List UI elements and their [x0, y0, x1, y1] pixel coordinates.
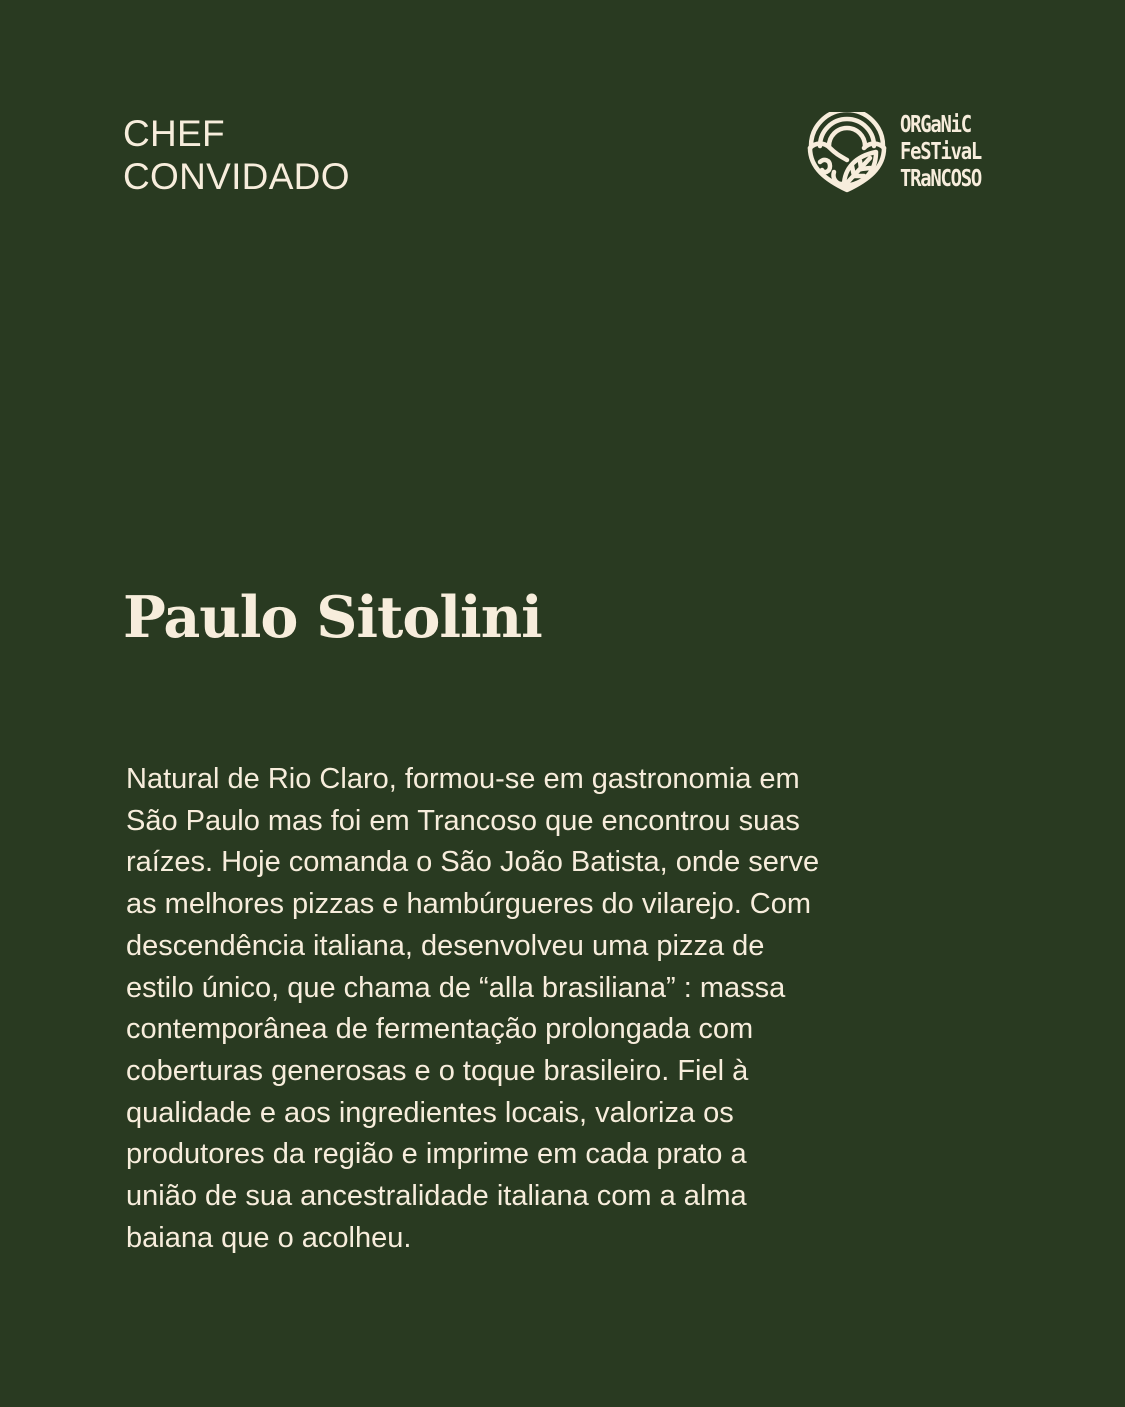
bio-line: coberturas generosas e o toque brasileiro. Fiel à [126, 1054, 749, 1087]
bio-line: contemporânea de fermentação prolongada com [126, 1013, 754, 1046]
eyebrow-line-2: CONVIDADO [123, 156, 350, 197]
sun-heart-leaf-logo-icon [806, 112, 888, 194]
bio-line: as melhores pizzas e hambúrgueres do vilarejo. Com [126, 888, 812, 921]
bio-line: Natural de Rio Claro, formou-se em gastronomia em [126, 763, 800, 795]
logo-text-organic: ORGaNiC [900, 112, 971, 138]
logo-text-festival: FeSTivaL [900, 139, 982, 165]
organic-festival-logo [806, 110, 1006, 198]
bio-line: união de sua ancestralidade italiana com a alma [126, 1180, 747, 1213]
bio-line: produtores da região e imprime em cada prato a [126, 1138, 747, 1171]
bio-line: estilo único, que chama de “alla brasiliana” : massa [126, 971, 786, 1004]
bio-line: qualidade e aos ingredientes locais, valoriza os [126, 1096, 734, 1129]
bio-line: descendência italiana, desenvolveu uma pizza de [126, 929, 765, 962]
bio-line: São Paulo mas foi em Trancoso que encontrou suas [126, 804, 800, 837]
eyebrow-line-1: CHEF [123, 113, 225, 154]
bio-line: baiana que o acolheu. [126, 1221, 412, 1254]
chef-name-heading: Paulo Sitolini [123, 584, 542, 651]
logo-wordmark [900, 112, 1010, 193]
logo-text-trancoso: TRaNCOSO [900, 166, 982, 192]
chef-bio [126, 759, 916, 1259]
bio-line: raízes. Hoje comanda o São João Batista, onde serve [126, 846, 820, 879]
section-eyebrow [123, 112, 350, 198]
